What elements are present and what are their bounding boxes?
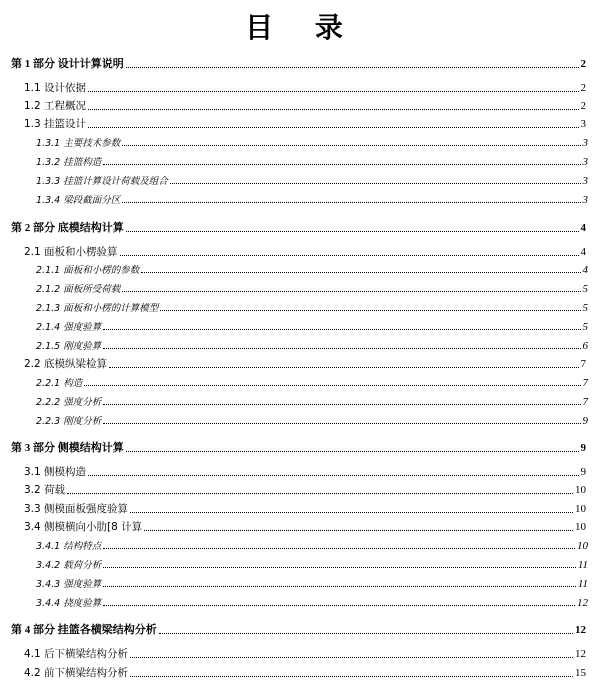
- toc-entry-label: 4.2 前下横梁结构分析: [24, 667, 129, 679]
- toc-entry-1-3[interactable]: [24, 116, 586, 131]
- dot-leader: [103, 423, 580, 424]
- dot-leader: [126, 67, 579, 68]
- toc-entry-label: 3.1 侧模构造: [24, 466, 87, 478]
- toc-entry-part-1[interactable]: [11, 55, 586, 71]
- toc-entry-page: 9: [580, 442, 586, 454]
- toc-entry-page: 5: [582, 321, 588, 333]
- toc-entry-label: 2.1.2 面板所受荷载: [36, 284, 121, 295]
- dot-leader: [109, 367, 578, 368]
- dot-leader: [160, 310, 580, 311]
- toc-entry-part-3[interactable]: [11, 439, 586, 455]
- toc-entry-label: 1.1 设计依据: [24, 82, 87, 94]
- dot-leader: [126, 231, 579, 232]
- toc-entry-page: 10: [575, 521, 586, 533]
- dot-leader: [120, 255, 579, 256]
- toc-entry-label: 3.4.3 强度验算: [36, 579, 102, 590]
- toc-entry-page: 12: [575, 648, 586, 660]
- toc-entry-page: 5: [582, 302, 588, 314]
- toc-entry-label: 第 4 部分 挂篮各横梁结构分析: [11, 624, 157, 636]
- toc-entry-page: 10: [577, 540, 588, 552]
- toc-entry-1-3-3[interactable]: [36, 173, 588, 187]
- toc-entry-4-1[interactable]: [24, 646, 586, 661]
- dot-leader: [141, 272, 580, 273]
- toc-entry-2-1-1[interactable]: [36, 262, 588, 276]
- toc-entry-1-1[interactable]: [24, 80, 586, 95]
- toc-entry-label: 2.2.2 强度分析: [36, 397, 102, 408]
- toc-entry-3-4-2[interactable]: [36, 557, 588, 571]
- toc-entry-3-3[interactable]: [24, 501, 586, 516]
- dot-leader: [103, 348, 580, 349]
- dot-leader: [88, 127, 578, 128]
- toc-entry-page: 3: [582, 194, 588, 206]
- toc-entry-2-1-4[interactable]: [36, 319, 588, 333]
- toc-entry-2-1[interactable]: [24, 244, 586, 259]
- dot-leader: [122, 202, 580, 203]
- toc-entry-page: 12: [577, 597, 588, 609]
- dot-leader: [130, 657, 573, 658]
- toc-entry-label: 1.3 挂篮设计: [24, 118, 87, 130]
- toc-entry-page: 4: [580, 222, 586, 234]
- toc-entry-1-3-4[interactable]: [36, 192, 588, 206]
- dot-leader: [170, 183, 581, 184]
- toc-entry-label: 1.3.4 梁段截面分区: [36, 195, 121, 206]
- toc-entry-page: 7: [582, 377, 588, 389]
- toc-entry-4-2[interactable]: [24, 665, 586, 680]
- toc-entry-label: 2.1.1 面板和小楞的参数: [36, 265, 140, 276]
- toc-entry-label: 第 2 部分 底模结构计算: [11, 222, 124, 234]
- dot-leader: [103, 586, 576, 587]
- toc-entry-label: 第 1 部分 设计计算说明: [11, 58, 124, 70]
- dot-leader: [122, 145, 580, 146]
- toc-entry-2-1-2[interactable]: [36, 281, 588, 295]
- toc-entry-page: 9: [582, 415, 588, 427]
- dot-leader: [103, 548, 575, 549]
- dot-leader: [103, 605, 575, 606]
- dot-leader: [84, 385, 580, 386]
- toc-entry-3-4-1[interactable]: [36, 538, 588, 552]
- toc-entry-1-3-2[interactable]: [36, 154, 588, 168]
- toc-entry-page: 11: [577, 559, 588, 571]
- toc-entry-label: 3.4.1 结构特点: [36, 541, 102, 552]
- toc-entry-page: 2: [580, 58, 586, 70]
- toc-entry-label: 2.2.3 刚度分析: [36, 416, 102, 427]
- dot-leader: [103, 567, 576, 568]
- toc-entry-page: 2: [580, 82, 586, 94]
- toc-entry-page: 4: [582, 264, 588, 276]
- dot-leader: [159, 633, 573, 634]
- toc-entry-label: 3.3 侧模面板强度验算: [24, 503, 129, 515]
- toc-entry-2-2-3[interactable]: [36, 413, 588, 427]
- toc-entry-label: 1.3.1 主要技术参数: [36, 138, 121, 149]
- toc-entry-2-2-2[interactable]: [36, 394, 588, 408]
- toc-title: 目 录: [245, 11, 359, 44]
- dot-leader: [88, 475, 578, 476]
- toc-entry-label: 1.3.2 挂篮构造: [36, 157, 102, 168]
- toc-entry-2-1-5[interactable]: [36, 338, 588, 352]
- toc-entry-part-2[interactable]: [11, 219, 586, 235]
- toc-entry-label: 1.2 工程概况: [24, 100, 87, 112]
- toc-entry-label: 2.1.3 面板和小楞的计算模型: [36, 303, 159, 314]
- toc-entry-page: 3: [582, 137, 588, 149]
- dot-leader: [130, 512, 573, 513]
- dot-leader: [88, 91, 578, 92]
- toc-entry-label: 1.3.3 挂篮计算设计荷载及组合: [36, 176, 168, 187]
- toc-entry-page: 5: [582, 283, 588, 295]
- dot-leader: [88, 109, 578, 110]
- toc-entry-label: 2.1.5 刚度验算: [36, 341, 102, 352]
- dot-leader: [67, 493, 573, 494]
- dot-leader: [126, 451, 579, 452]
- toc-entry-page: 3: [582, 175, 588, 187]
- toc-entry-1-2[interactable]: [24, 98, 586, 113]
- toc-entry-label: 2.2 底模纵梁检算: [24, 358, 108, 370]
- dot-leader: [103, 329, 580, 330]
- toc-entry-2-2-1[interactable]: [36, 375, 588, 389]
- toc-entry-2-2[interactable]: [24, 356, 586, 371]
- toc-entry-part-4[interactable]: [11, 621, 586, 637]
- toc-entry-page: 7: [580, 358, 586, 370]
- toc-entry-label: 3.4.4 挠度验算: [36, 598, 102, 609]
- toc-entry-page: 6: [582, 340, 588, 352]
- dot-leader: [122, 291, 580, 292]
- toc-entry-page: 10: [575, 484, 586, 496]
- toc-entry-3-4[interactable]: [24, 519, 586, 534]
- toc-entry-page: 4: [580, 246, 586, 258]
- toc-entry-page: 2: [580, 100, 586, 112]
- toc-entry-label: 2.2.1 构造: [36, 378, 83, 389]
- toc-entry-page: 3: [580, 118, 586, 130]
- toc-entry-label: 3.2 荷载: [24, 484, 66, 496]
- toc-entry-3-2[interactable]: [24, 482, 586, 497]
- toc-entry-label: 2.1.4 强度验算: [36, 322, 102, 333]
- toc-entry-page: 9: [580, 466, 586, 478]
- toc-entry-page: 3: [582, 156, 588, 168]
- toc-entry-label: 第 3 部分 侧模结构计算: [11, 442, 124, 454]
- dot-leader: [130, 676, 573, 677]
- toc-entry-page: 10: [575, 503, 586, 515]
- toc-entry-label: 3.4.2 载荷分析: [36, 560, 102, 571]
- toc-entry-3-1[interactable]: [24, 464, 586, 479]
- toc-entry-label: 4.1 后下横梁结构分析: [24, 648, 129, 660]
- dot-leader: [103, 164, 580, 165]
- toc-entry-3-4-3[interactable]: [36, 576, 588, 590]
- toc-entry-3-4-4[interactable]: [36, 595, 588, 609]
- toc-entry-page: 12: [575, 624, 586, 636]
- dot-leader: [103, 404, 580, 405]
- toc-entry-1-3-1[interactable]: [36, 135, 588, 149]
- toc-entry-page: 15: [575, 667, 586, 679]
- dot-leader: [144, 530, 573, 531]
- toc-entry-2-1-3[interactable]: [36, 300, 588, 314]
- toc-entry-page: 11: [577, 578, 588, 590]
- toc-entry-label: 3.4 侧模横向小肋[8 计算: [24, 521, 143, 533]
- toc-entry-label: 2.1 面板和小楞验算: [24, 246, 118, 258]
- toc-entry-page: 7: [582, 396, 588, 408]
